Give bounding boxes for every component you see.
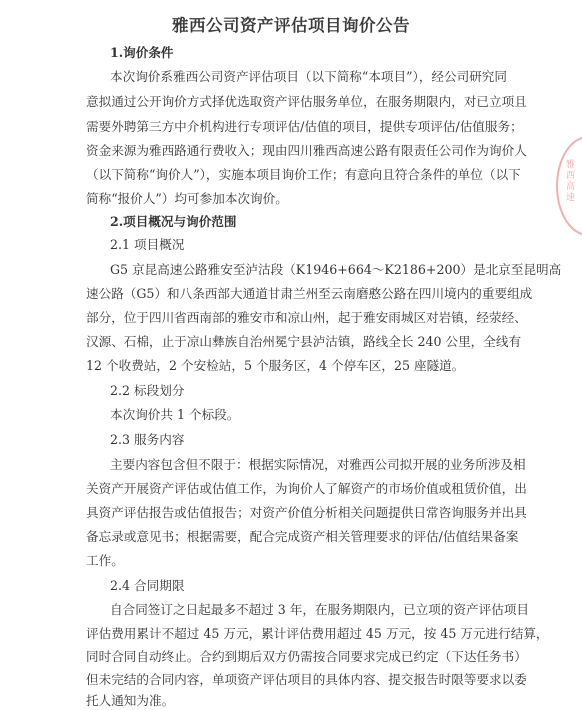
s2-3-line-3: 备忘录或意见书；根据需要，配合完成资产相关管理要求的评估/估值结果备案 xyxy=(86,529,519,544)
s1-line-2: 需要外聘第三方中介机构进行专项评估/估值的项目，提供专项评估/估值服务； xyxy=(86,119,523,134)
s2-4-line-4: 托人通知为准。 xyxy=(86,693,175,708)
s2-4-line-0: 自合同签订之日起最多不超过 3 年，在服务期限内，已立项的资产评估项目 xyxy=(110,602,530,617)
subsection-2-2-heading: 2.2 标段划分 xyxy=(110,383,185,398)
s2-3-line-1: 关资产开展资产评估或估值工作，为询价人了解资产的市场价值或租赁价值，出 xyxy=(86,481,527,496)
s2-3-line-4: 工作。 xyxy=(86,553,124,568)
s2-3-line-2: 具资产评估报告或估值报告；对资产价值分析相关问题提供日常咨询服务并出具 xyxy=(86,505,527,520)
s2-2-line-0: 本次询价共 1 个标段。 xyxy=(110,407,240,422)
s1-line-1: 意拟通过公开询价方式择优选取资产评估服务单位，在服务期限内，对已立项且 xyxy=(86,94,527,109)
s2-4-line-1: 评估费用累计不超过 45 万元，累计评估费用超过 45 万元，按 45 万元进行结算， xyxy=(86,626,549,641)
s2-1-line-4: 12 个收费站，2 个安检站，5 个服务区，4 个停车区，25 座隧道。 xyxy=(86,358,465,373)
s1-line-0: 本次询价系雅西公司资产评估项目（以下简称“本项目”），经公司研究同 xyxy=(110,69,507,84)
s2-1-line-0: G5 京昆高速公路雅安至泸沽段（K1946+664～K2186+200）是北京至昆明高 xyxy=(110,262,562,277)
subsection-2-4-heading: 2.4 合同期限 xyxy=(110,578,185,593)
red-seal-text: 雅西高速 xyxy=(566,160,576,203)
section-2-heading: 2.项目概况与询价范围 xyxy=(110,214,237,229)
subsection-2-3-heading: 2.3 服务内容 xyxy=(110,432,185,447)
s2-1-line-2: 部分，位于四川省西南部的雅安市和凉山州，起于雅安雨城区对岩镇，经荥经、 xyxy=(86,310,527,325)
s1-line-4: （以下简称“询价人”），实施本项目询价工作；有意向且符合条件的单位（以下 xyxy=(86,167,521,182)
section-1-heading: 1.询价条件 xyxy=(110,45,174,60)
s1-line-3: 资金来源为雅西路通行费收入；现由四川雅西高速公路有限责任公司作为询价人 xyxy=(86,143,527,158)
s2-4-line-2: 同时合同自动终止。合约到期后双方仍需按合同要求完成已约定（下达任务书） xyxy=(86,649,527,664)
s2-1-line-3: 汉源、石棉，止于凉山彝族自治州冕宁县泸沽镇，路线全长 240 公里，全线有 xyxy=(86,334,522,349)
s2-1-line-1: 速公路（G5）和八条西部大通道甘肃兰州至云南磨憨公路在四川境内的重要组成 xyxy=(86,286,533,301)
s2-3-line-0: 主要内容包含但不限于：根据实际情况，对雅西公司拟开展的业务所涉及相 xyxy=(110,457,526,472)
document-title: 雅西公司资产评估项目询价公告 xyxy=(172,16,410,35)
subsection-2-1-heading: 2.1 项目概况 xyxy=(110,237,185,252)
s2-4-line-3: 但未完结的合同内容，单项资产评估项目的具体内容、提交报告时限等要求以委 xyxy=(86,672,527,687)
s1-line-5: 简称“报价人”）均可参加本次询价。 xyxy=(86,191,288,206)
